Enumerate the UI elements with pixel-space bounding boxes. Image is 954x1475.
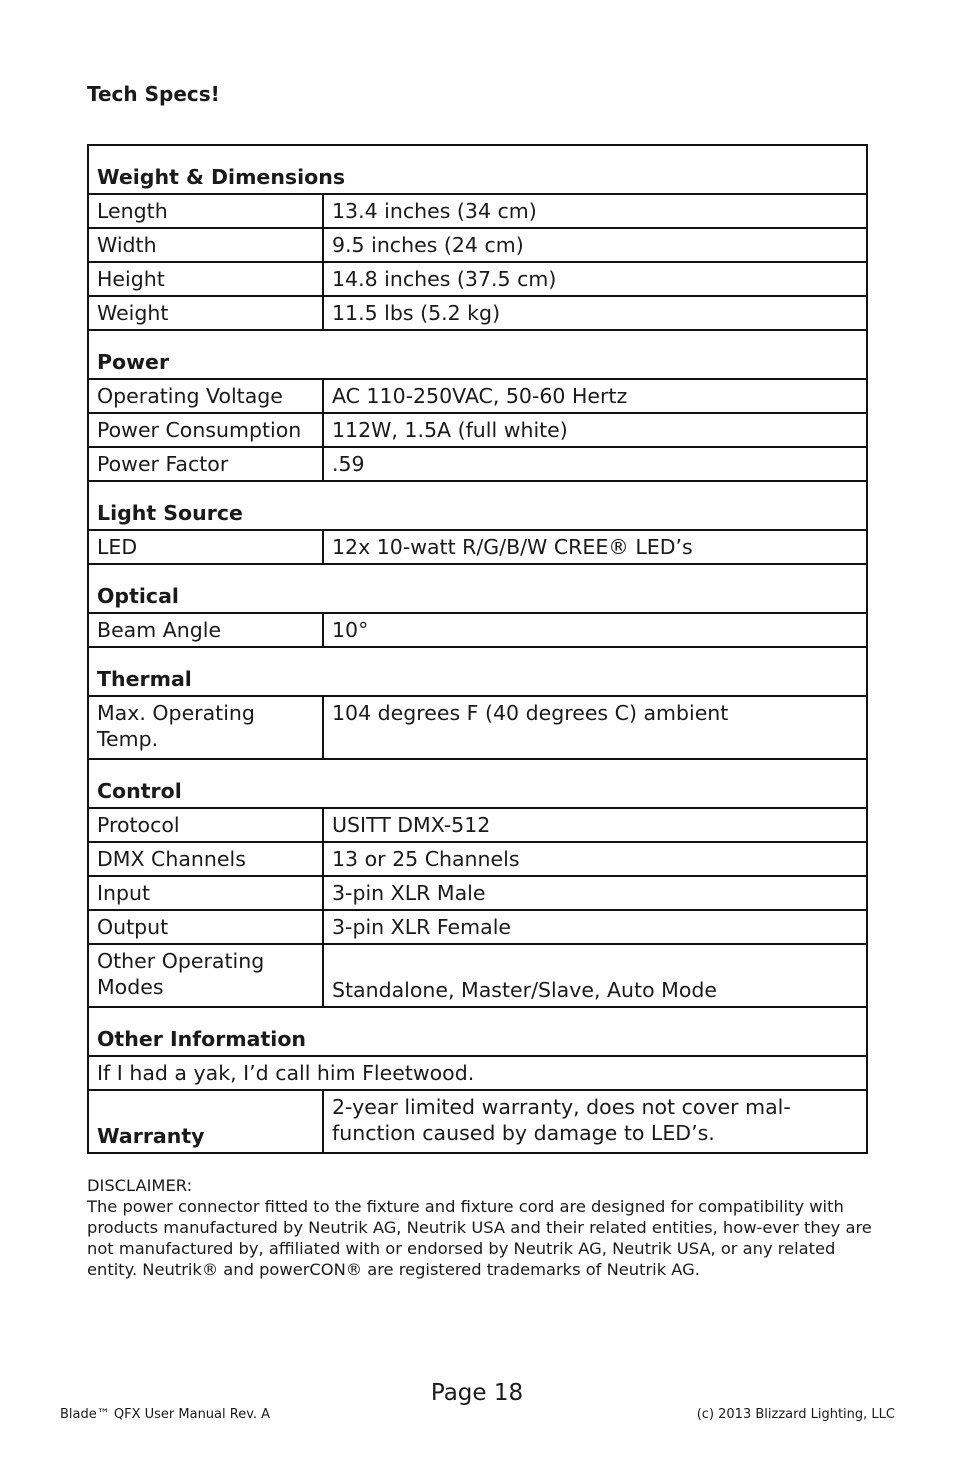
table-row	[88, 910, 867, 944]
table-row	[88, 447, 867, 481]
spec-value: 9.5 inches (24 cm)	[323, 228, 867, 262]
spec-value: 112W, 1.5A (full white)	[323, 413, 867, 447]
spec-label: Power Factor	[88, 447, 323, 481]
disclaimer-heading: DISCLAIMER:	[87, 1176, 193, 1195]
section-heading: Power	[88, 330, 867, 379]
section-heading: Weight & Dimensions	[88, 145, 867, 194]
table-row	[88, 262, 867, 296]
spec-label: Warranty	[88, 1090, 323, 1153]
table-row	[88, 379, 867, 413]
spec-label: Width	[88, 228, 323, 262]
spec-label: Length	[88, 194, 323, 228]
spec-value: AC 110-250VAC, 50-60 Hertz	[323, 379, 867, 413]
table-row	[88, 1056, 867, 1090]
table-row	[88, 1090, 867, 1153]
page-title: Tech Specs!	[87, 82, 220, 106]
spec-label: Output	[88, 910, 323, 944]
spec-note: If I had a yak, I’d call him Fleetwood.	[88, 1056, 867, 1090]
section-header-weight-dimensions	[88, 145, 867, 194]
spec-value: 12x 10-watt R/G/B/W CREE® LED’s	[323, 530, 867, 564]
spec-label: Power Consumption	[88, 413, 323, 447]
spec-label: Operating Voltage	[88, 379, 323, 413]
spec-label: Height	[88, 262, 323, 296]
section-heading: Optical	[88, 564, 867, 613]
spec-label: Beam Angle	[88, 613, 323, 647]
table-row	[88, 613, 867, 647]
spec-label: LED	[88, 530, 323, 564]
table-row	[88, 696, 867, 759]
spec-value: Standalone, Master/Slave, Auto Mode	[323, 944, 867, 1007]
section-header-thermal	[88, 647, 867, 696]
spec-value: USITT DMX-512	[323, 808, 867, 842]
footer-copyright: (c) 2013 Blizzard Lighting, LLC	[696, 1407, 895, 1422]
spec-value: 3-pin XLR Male	[323, 876, 867, 910]
tech-specs-table	[87, 144, 868, 1154]
spec-label: Weight	[88, 296, 323, 330]
table-row	[88, 530, 867, 564]
spec-label: DMX Channels	[88, 842, 323, 876]
section-header-other-information	[88, 1007, 867, 1056]
spec-value: 10°	[323, 613, 867, 647]
section-heading: Light Source	[88, 481, 867, 530]
spec-label: Max. Operating Temp.	[88, 696, 323, 759]
spec-value: 2-year limited warranty, does not cover mal-function caused by damage to LED’s.	[323, 1090, 867, 1153]
spec-label: Other Operating Modes	[88, 944, 323, 1007]
spec-value: .59	[323, 447, 867, 481]
table-row	[88, 296, 867, 330]
disclaimer-text: The power connector fitted to the fixture and fixture cord are designed for compatibility with products manufactured by Neutrik AG, Neutrik USA and their related entities, how-ever they are not manufactured by, affiliated with or endorsed by Neutrik AG, Neutrik USA, or any related entity. Neutrik® and powerCON® are registered trademarks of Neutrik AG.	[87, 1197, 872, 1279]
section-header-power	[88, 330, 867, 379]
spec-label: Input	[88, 876, 323, 910]
table-row	[88, 228, 867, 262]
table-row	[88, 944, 867, 1007]
section-header-control	[88, 759, 867, 808]
spec-value: 14.8 inches (37.5 cm)	[323, 262, 867, 296]
section-header-light-source	[88, 481, 867, 530]
spec-value: 104 degrees F (40 degrees C) ambient	[323, 696, 867, 759]
table-row	[88, 876, 867, 910]
page-number: Page 18	[430, 1380, 524, 1406]
section-heading: Thermal	[88, 647, 867, 696]
disclaimer	[87, 1175, 872, 1280]
footer-manual-title: Blade™ QFX User Manual Rev. A	[60, 1407, 271, 1422]
spec-value: 11.5 lbs (5.2 kg)	[323, 296, 867, 330]
section-heading: Control	[88, 759, 867, 808]
table-row	[88, 842, 867, 876]
table-row	[88, 808, 867, 842]
spec-value: 13.4 inches (34 cm)	[323, 194, 867, 228]
spec-value: 3-pin XLR Female	[323, 910, 867, 944]
spec-label: Protocol	[88, 808, 323, 842]
spec-value: 13 or 25 Channels	[323, 842, 867, 876]
table-row	[88, 194, 867, 228]
section-heading: Other Information	[88, 1007, 867, 1056]
table-row	[88, 413, 867, 447]
section-header-optical	[88, 564, 867, 613]
